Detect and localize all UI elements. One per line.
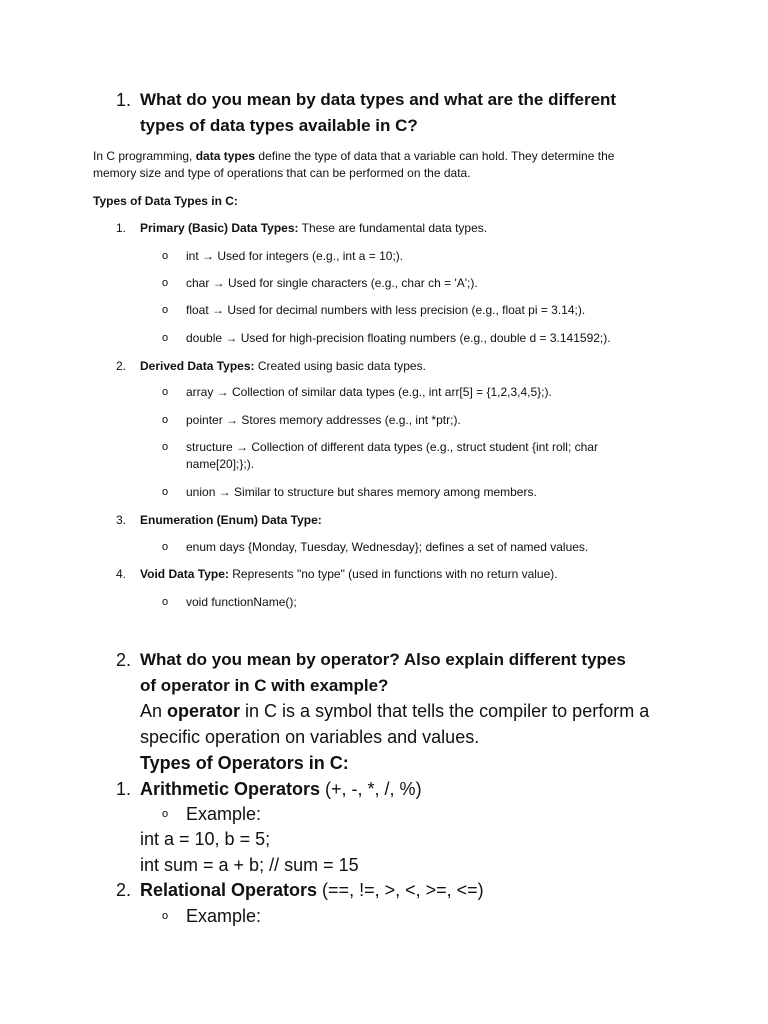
list-item-continuation: name[20];};). — [186, 457, 255, 471]
q1-intro-line2: memory size and type of operations that can be performed on the data. — [93, 166, 471, 180]
bullet-icon: o — [162, 808, 169, 820]
bullet-icon: o — [162, 250, 169, 262]
list-item: double → Used for high-precision floating numbers (e.g., double d = 3.141592;). — [186, 331, 611, 345]
bullet-icon: o — [162, 332, 169, 344]
category-4-heading — [140, 566, 558, 583]
list-item: structure → Collection of different data types (e.g., struct student {int roll; char — [186, 440, 598, 454]
bullet-icon: o — [162, 441, 169, 453]
op2-example-label: Example: — [186, 906, 262, 926]
bullet-icon: o — [162, 910, 169, 922]
category-2-bold: Derived Data Types: — [140, 359, 255, 373]
op1-heading — [140, 776, 422, 802]
q2-def-pre: An — [140, 701, 168, 721]
q2-def-bold: operator — [167, 701, 241, 721]
op2-number: 2. — [116, 880, 132, 900]
q1-intro-bold: data types — [195, 149, 256, 163]
q2-title-line2: of operator in C with example? — [140, 676, 389, 695]
op1-example-label: Example: — [186, 804, 262, 824]
q1-title-line2: types of data types available in C? — [140, 116, 418, 135]
bullet-icon: o — [162, 304, 169, 316]
bullet-icon: o — [162, 486, 169, 498]
q1-number: 1. — [116, 90, 132, 110]
q2-types-heading: Types of Operators in C: — [140, 753, 349, 773]
q2-title-line1: What do you mean by operator? Also explain different types — [140, 650, 626, 669]
list-item: float → Used for decimal numbers with less precision (e.g., float pi = 3.14;). — [186, 303, 586, 317]
category-3-heading — [140, 512, 322, 529]
category-1-bold: Primary (Basic) Data Types: — [140, 221, 299, 235]
category-4-bold: Void Data Type: — [140, 567, 229, 581]
list-item: array → Collection of similar data types (e.g., int arr[5] = {1,2,3,4,5};). — [186, 385, 552, 399]
q2-number: 2. — [116, 650, 132, 670]
op1-rest: (+, -, *, /, %) — [320, 779, 422, 799]
q1-intro-pre: In C programming, — [93, 149, 196, 163]
bullet-icon: o — [162, 414, 169, 426]
op1-code-line2: int sum = a + b; // sum = 15 — [140, 855, 359, 875]
category-3-number: 3. — [116, 513, 127, 527]
q2-def-post: in C is a symbol that tells the compiler to perform a — [240, 701, 650, 721]
op2-bold: Relational Operators — [140, 880, 318, 900]
category-2-rest: Created using basic data types. — [254, 359, 426, 373]
list-item: int → Used for integers (e.g., int a = 10;). — [186, 249, 404, 263]
q2-definition-line2: specific operation on variables and values. — [140, 727, 480, 747]
category-1-heading — [140, 220, 487, 237]
op2-heading — [140, 877, 484, 903]
category-2-heading — [140, 358, 426, 375]
list-item: union → Similar to structure but shares memory among members. — [186, 485, 537, 499]
op1-number: 1. — [116, 779, 132, 799]
list-item: enum days {Monday, Tuesday, Wednesday}; defines a set of named values. — [186, 540, 589, 554]
q1-intro-post: define the type of data that a variable can hold. They determine the — [255, 149, 615, 163]
category-3-bold: Enumeration (Enum) Data Type: — [140, 513, 322, 527]
category-1-rest: These are fundamental data types. — [298, 221, 488, 235]
bullet-icon: o — [162, 386, 169, 398]
op1-bold: Arithmetic Operators — [140, 779, 321, 799]
category-4-rest: Represents "no type" (used in functions with no return value). — [228, 567, 558, 581]
bullet-icon: o — [162, 596, 169, 608]
category-2-number: 2. — [116, 359, 127, 373]
q1-title-line1: What do you mean by data types and what are the different — [140, 90, 617, 109]
list-item: pointer → Stores memory addresses (e.g., int *ptr;). — [186, 413, 461, 427]
bullet-icon: o — [162, 277, 169, 289]
q1-intro-line1 — [93, 148, 614, 165]
list-item: void functionName(); — [186, 595, 297, 609]
bullet-icon: o — [162, 541, 169, 553]
category-4-number: 4. — [116, 567, 127, 581]
op2-rest: (==, !=, >, <, >=, <=) — [317, 880, 484, 900]
q2-definition-line1 — [140, 698, 649, 724]
op1-code-line1: int a = 10, b = 5; — [140, 829, 271, 849]
category-1-number: 1. — [116, 221, 127, 235]
list-item: char → Used for single characters (e.g., char ch = 'A';). — [186, 276, 478, 290]
q1-types-heading: Types of Data Types in C: — [93, 194, 238, 208]
